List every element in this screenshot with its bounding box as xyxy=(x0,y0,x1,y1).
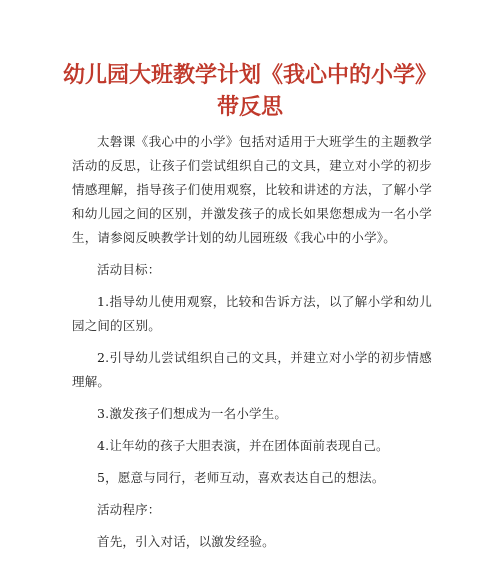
document-title: 幼儿园大班教学计划《我心中的小学》带反思 xyxy=(62,63,437,120)
intro-paragraph: 太磐课《我心中的小学》包括对适用于大班学生的主题教学活动的反思，让孩子们尝试组织自己的文具，建立对小学的初步情感理解，指导孩子们使用观察，比较和讲述的方法，了解小学和幼儿园之间的区别，并激发孩子的成长如果您想成为一名小学生，请参阅反映教学计划的幼儿园班级《我心中的小学》。 xyxy=(72,134,432,245)
objective-item-1: 1.指导幼儿使用观察，比较和告诉方法，以了解小学和幼儿园之间的区别。 xyxy=(72,294,432,333)
document-body xyxy=(72,130,432,562)
objective-item-3: 3.激发孩子们想成为一名小学生。 xyxy=(97,406,288,421)
procedure-step-1: 首先，引入对话，以激发经验。 xyxy=(97,534,275,549)
objective-item-5: 5，愿意与同行，老师互动，喜欢表达自己的想法。 xyxy=(97,470,385,485)
objectives-heading: 活动目标： xyxy=(97,262,161,277)
objective-item-2: 2.引导幼儿尝试组织自己的文具，并建立对小学的初步情感理解。 xyxy=(72,350,432,389)
procedure-heading: 活动程序： xyxy=(97,502,161,517)
objective-item-4: 4.让年幼的孩子大胆表演，并在团体面前表现自己。 xyxy=(97,438,389,453)
